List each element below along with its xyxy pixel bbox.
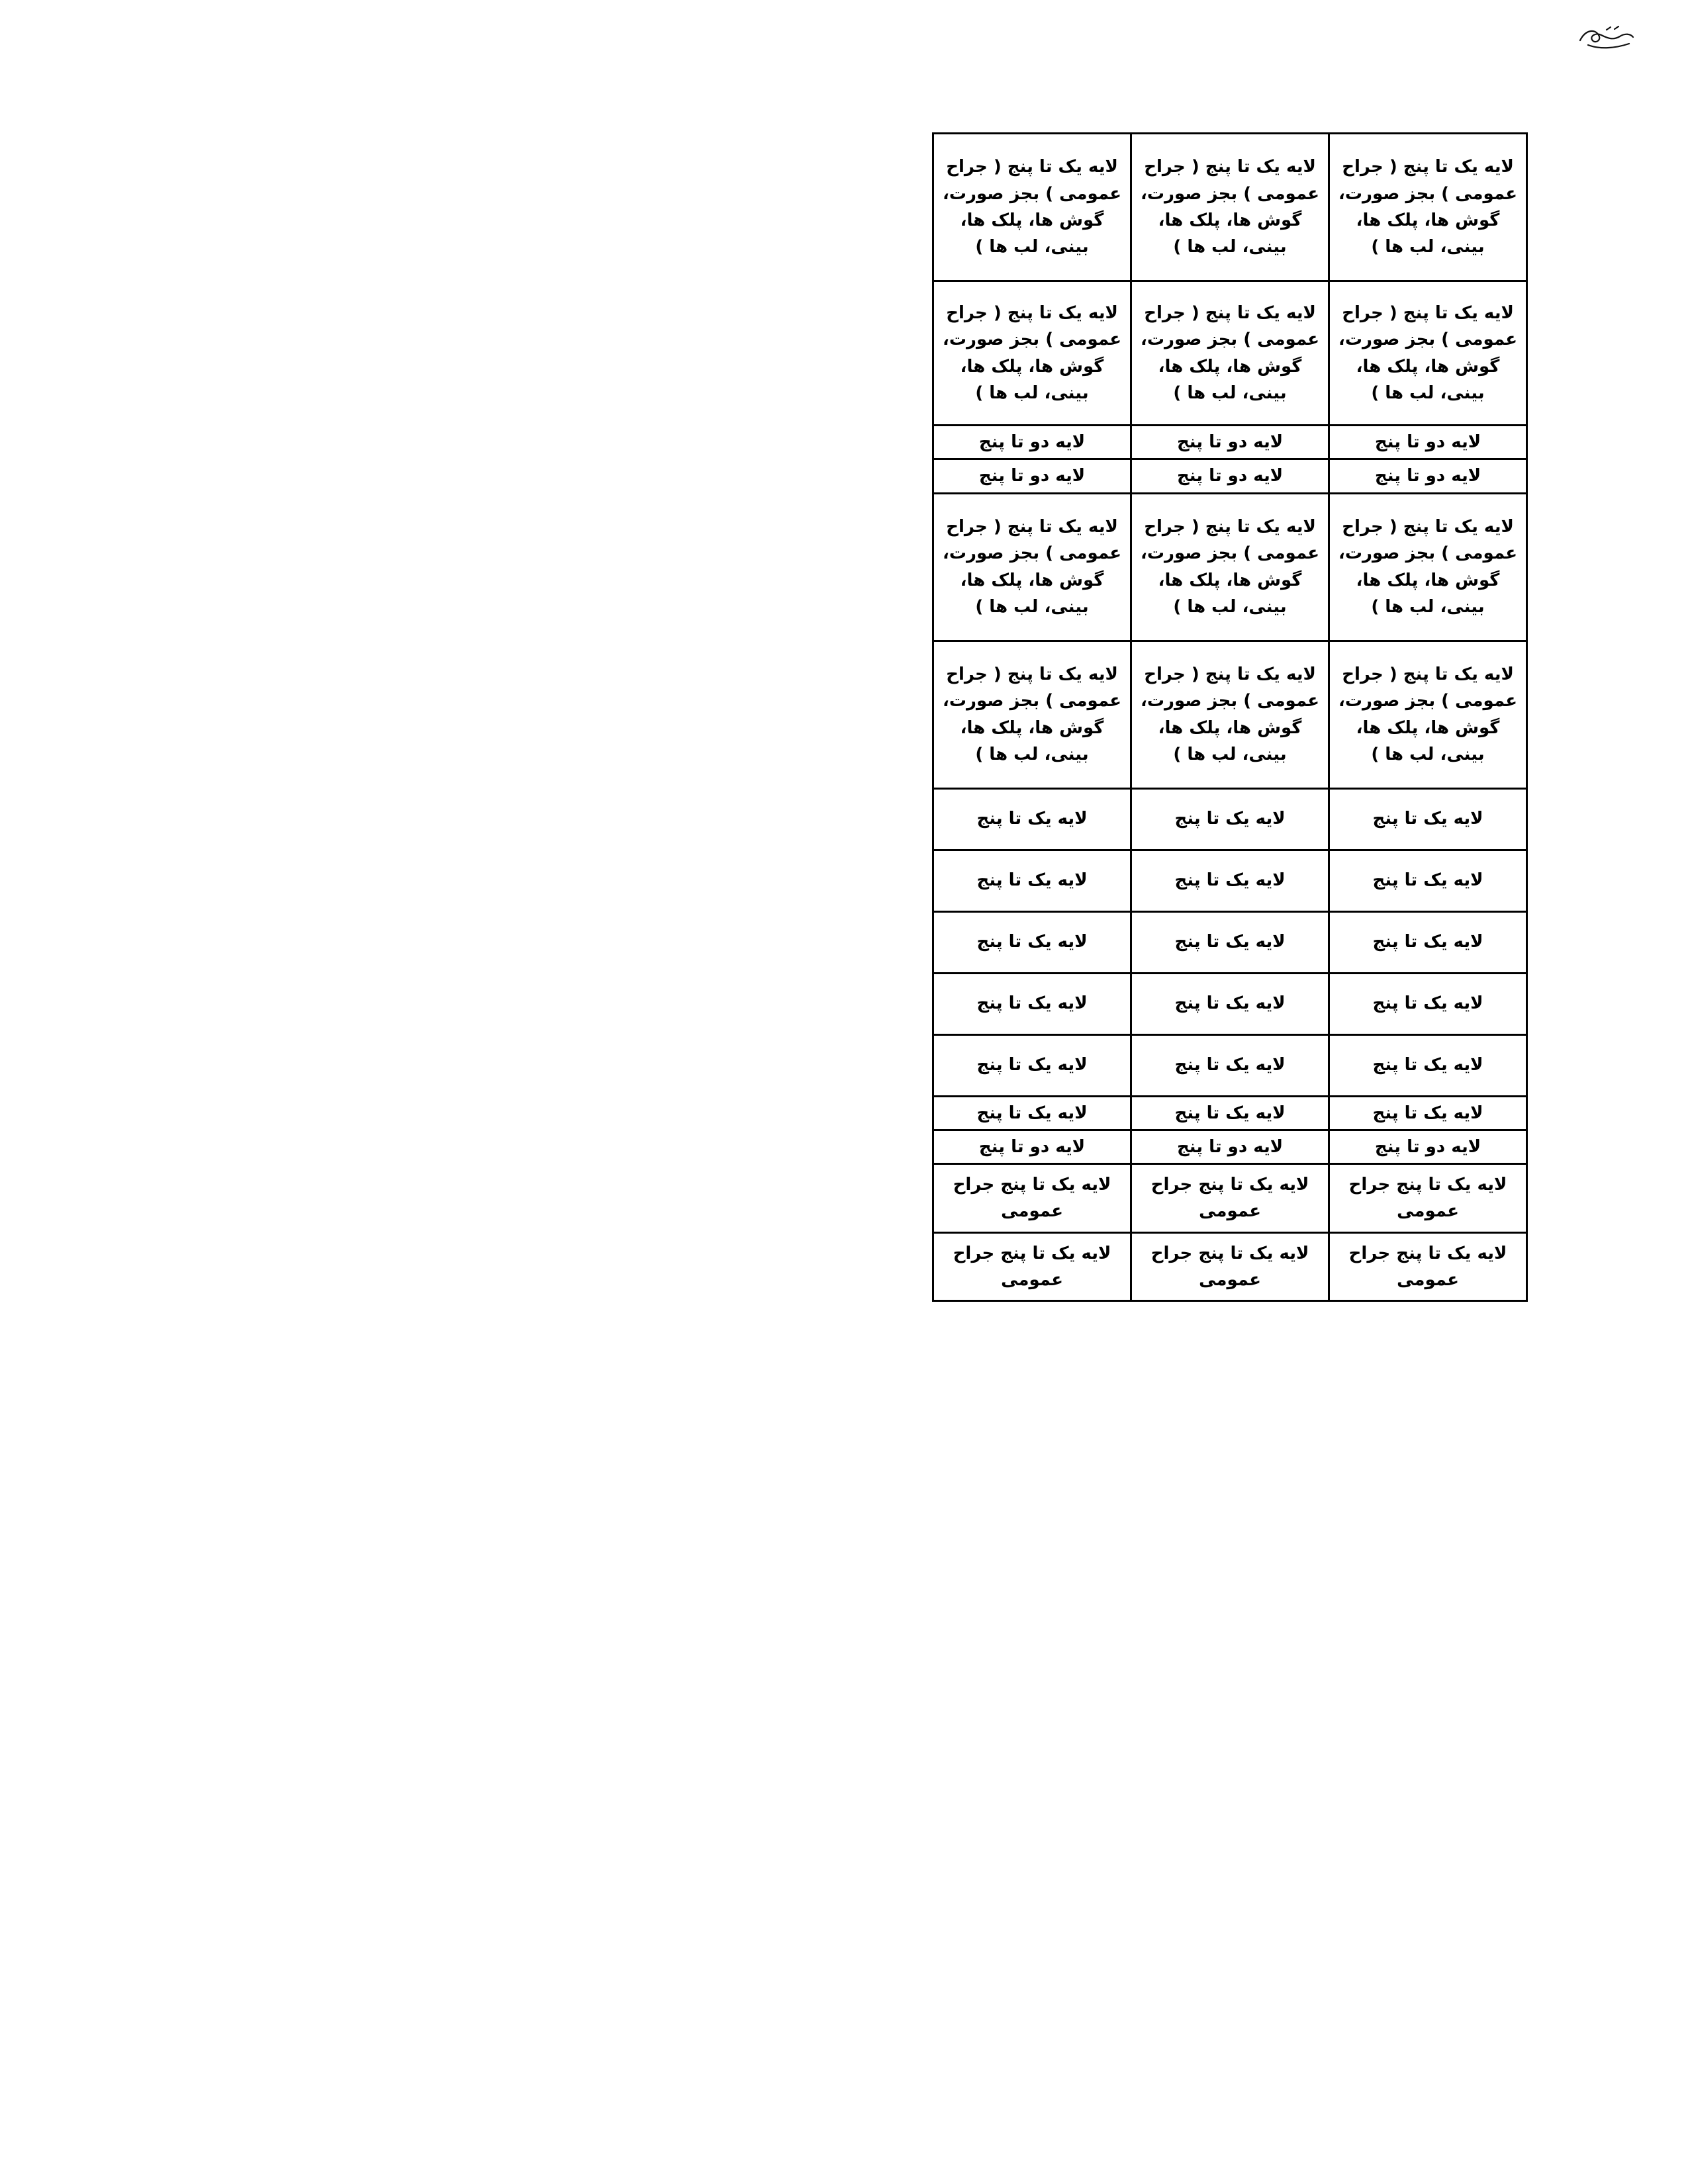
signature-logo-icon [1569, 15, 1648, 61]
table-cell: لایه یک تا پنج جراح عمومی [933, 1232, 1131, 1301]
table-cell: لایه یک تا پنج ( جراح عمومی ) بجز صورت، گوش ها، پلک ها، بینی، لب ها ) [1329, 134, 1527, 281]
table-cell: لایه یک تا پنج [1131, 788, 1329, 850]
table-row [933, 911, 1527, 973]
table-cell: لایه یک تا پنج [1131, 1096, 1329, 1130]
table-row [933, 1130, 1527, 1163]
table-row [933, 281, 1527, 426]
table-cell: لایه دو تا پنج [1329, 426, 1527, 459]
table-cell: لایه یک تا پنج ( جراح عمومی ) بجز صورت، گوش ها، پلک ها، بینی، لب ها ) [1131, 281, 1329, 426]
table-cell: لایه دو تا پنج [933, 1130, 1131, 1163]
table-cell: لایه یک تا پنج ( جراح عمومی ) بجز صورت، گوش ها، پلک ها، بینی، لب ها ) [1329, 493, 1527, 641]
table-cell: لایه یک تا پنج ( جراح عمومی ) بجز صورت، گوش ها، پلک ها، بینی، لب ها ) [1131, 134, 1329, 281]
table-cell: لایه یک تا پنج [1329, 973, 1527, 1034]
table-cell: لایه یک تا پنج ( جراح عمومی ) بجز صورت، گوش ها، پلک ها، بینی، لب ها ) [1329, 641, 1527, 788]
table-cell: لایه یک تا پنج [1329, 911, 1527, 973]
table-cell: لایه یک تا پنج [1329, 788, 1527, 850]
table-row [933, 1164, 1527, 1233]
table-cell: لایه یک تا پنج جراح عمومی [1329, 1232, 1527, 1301]
table-cell: لایه یک تا پنج جراح عمومی [1131, 1164, 1329, 1233]
table-row [933, 850, 1527, 911]
table-body [933, 134, 1527, 1301]
table-row [933, 788, 1527, 850]
table-cell: لایه یک تا پنج [1131, 1034, 1329, 1096]
table-cell: لایه یک تا پنج ( جراح عمومی ) بجز صورت، گوش ها، پلک ها، بینی، لب ها ) [1131, 641, 1329, 788]
table-cell: لایه دو تا پنج [933, 459, 1131, 493]
surgical-layers-table [932, 132, 1528, 1302]
table-row [933, 493, 1527, 641]
table-cell: لایه دو تا پنج [1131, 1130, 1329, 1163]
table-cell: لایه یک تا پنج [933, 850, 1131, 911]
table-row [933, 641, 1527, 788]
table-cell: لایه یک تا پنج جراح عمومی [1329, 1164, 1527, 1233]
table-cell: لایه دو تا پنج [1131, 459, 1329, 493]
table-cell: لایه یک تا پنج [933, 973, 1131, 1034]
table-cell: لایه یک تا پنج ( جراح عمومی ) بجز صورت، گوش ها، پلک ها، بینی، لب ها ) [1131, 493, 1329, 641]
table-cell: لایه دو تا پنج [1329, 1130, 1527, 1163]
table-cell: لایه دو تا پنج [1329, 459, 1527, 493]
table-cell: لایه یک تا پنج [1329, 1034, 1527, 1096]
table-cell: لایه یک تا پنج [1131, 911, 1329, 973]
table-cell: لایه دو تا پنج [1131, 426, 1329, 459]
table-row [933, 134, 1527, 281]
table-row [933, 1232, 1527, 1301]
table-cell: لایه یک تا پنج [1329, 1096, 1527, 1130]
table-cell: لایه یک تا پنج ( جراح عمومی ) بجز صورت، گوش ها، پلک ها، بینی، لب ها ) [933, 641, 1131, 788]
table-cell: لایه یک تا پنج [1329, 850, 1527, 911]
table-row [933, 459, 1527, 493]
table-cell: لایه یک تا پنج جراح عمومی [933, 1164, 1131, 1233]
table-cell: لایه یک تا پنج [933, 911, 1131, 973]
table-row [933, 973, 1527, 1034]
table-cell: لایه یک تا پنج جراح عمومی [1131, 1232, 1329, 1301]
table-row [933, 1034, 1527, 1096]
table-cell: لایه یک تا پنج ( جراح عمومی ) بجز صورت، گوش ها، پلک ها، بینی، لب ها ) [933, 134, 1131, 281]
table-row [933, 426, 1527, 459]
table-cell: لایه یک تا پنج [933, 1034, 1131, 1096]
table-cell: لایه یک تا پنج ( جراح عمومی ) بجز صورت، گوش ها، پلک ها، بینی، لب ها ) [1329, 281, 1527, 426]
table-cell: لایه یک تا پنج [1131, 850, 1329, 911]
table-cell: لایه یک تا پنج ( جراح عمومی ) بجز صورت، گوش ها، پلک ها، بینی، لب ها ) [933, 493, 1131, 641]
table-cell: لایه یک تا پنج ( جراح عمومی ) بجز صورت، گوش ها، پلک ها، بینی، لب ها ) [933, 281, 1131, 426]
table-cell: لایه یک تا پنج [1131, 973, 1329, 1034]
table-cell: لایه یک تا پنج [933, 788, 1131, 850]
table-cell: لایه دو تا پنج [933, 426, 1131, 459]
table-row [933, 1096, 1527, 1130]
table-cell: لایه یک تا پنج [933, 1096, 1131, 1130]
